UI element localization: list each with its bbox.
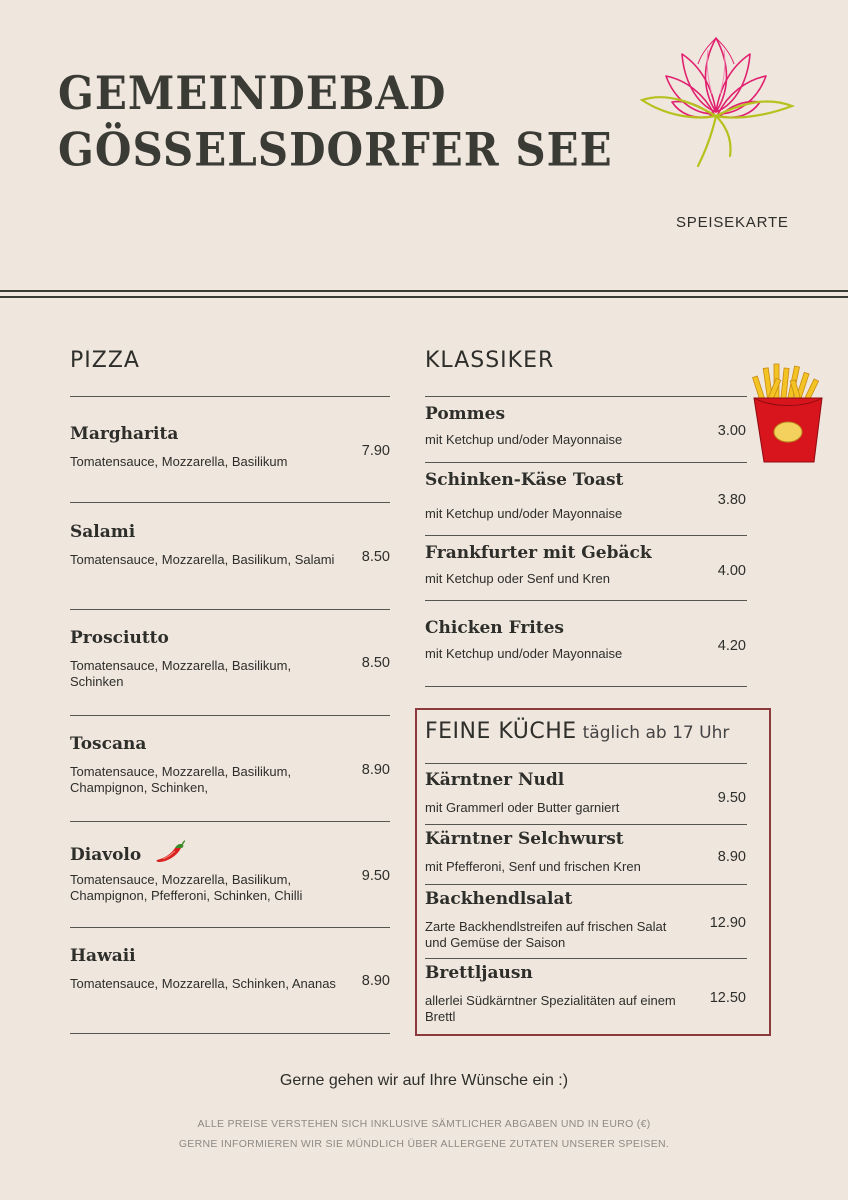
footer-message: Gerne gehen wir auf Ihre Wünsche ein :) — [279, 1072, 569, 1089]
item-divider — [425, 535, 747, 536]
item-divider — [425, 824, 747, 825]
item-description: mit Grammerl oder Butter garniert — [425, 800, 620, 815]
menu-item — [425, 470, 705, 522]
item-description: Tomatensauce, Mozzarella, Basilikum, Champignon, Pfefferoni, Schinken, Chilli — [70, 872, 303, 903]
item-price: 8.90 — [361, 762, 390, 778]
item-name-text: Diavolo — [70, 845, 142, 865]
klassiker-divider — [425, 396, 747, 397]
item-price: 3.80 — [717, 492, 746, 508]
menu-item — [425, 770, 705, 816]
item-divider — [70, 502, 390, 503]
chili-pepper-icon — [153, 840, 187, 866]
menu-item — [70, 628, 340, 690]
menu-subtitle: SPEISEKARTE — [676, 214, 789, 231]
item-price: 12.50 — [709, 990, 746, 1006]
item-description: mit Ketchup und/oder Mayonnaise — [425, 646, 623, 661]
menu-item — [425, 404, 705, 448]
item-divider — [425, 462, 747, 463]
item-description: Tomatensauce, Mozzarella, Basilikum, Champignon, Schinken, — [70, 764, 292, 795]
item-price: 8.90 — [717, 849, 746, 865]
title-line-1: GEMEINDEBAD — [58, 67, 447, 120]
item-name: Toscana — [70, 734, 147, 754]
item-description: Tomatensauce, Mozzarella, Basilikum, Schinken — [70, 658, 292, 689]
item-divider — [70, 609, 390, 610]
menu-item — [70, 840, 350, 904]
item-description: Tomatensauce, Mozzarella, Basilikum — [70, 454, 288, 469]
feine-kueche-divider — [425, 763, 747, 764]
footer-price-note: ALLE PREISE VERSTEHEN SICH INKLUSIVE SÄMTLICHER ABGABEN UND IN EURO (€) — [197, 1118, 651, 1130]
item-name: Pommes — [425, 404, 506, 424]
title-line-2: GÖSSELSDORFER SEE — [58, 123, 613, 177]
item-price: 9.50 — [717, 790, 746, 806]
item-price: 4.20 — [717, 638, 746, 654]
item-divider — [425, 884, 747, 885]
item-name: Salami — [70, 522, 136, 542]
header-divider-bottom — [0, 296, 848, 298]
header-divider-top — [0, 290, 848, 292]
section-heading-feine-kueche — [425, 719, 729, 744]
menu-item — [425, 889, 685, 951]
item-description: mit Ketchup oder Senf und Kren — [425, 571, 611, 586]
item-price: 8.50 — [361, 655, 390, 671]
item-name: Backhendlsalat — [425, 889, 573, 909]
item-price: 7.90 — [361, 443, 390, 459]
item-description: mit Ketchup und/oder Mayonnaise — [425, 432, 623, 447]
french-fries-icon — [748, 362, 830, 466]
item-name: Kärntner Selchwurst — [425, 829, 624, 849]
item-divider — [425, 600, 747, 601]
item-name: Hawaii — [70, 946, 136, 966]
page-title — [58, 66, 613, 178]
item-price: 8.50 — [361, 549, 390, 565]
item-description: Tomatensauce, Mozzarella, Schinken, Ananas — [70, 976, 336, 991]
item-divider — [70, 927, 390, 928]
menu-item — [425, 618, 705, 662]
menu-item — [425, 829, 710, 875]
menu-item — [425, 963, 685, 1025]
pizza-divider — [70, 396, 390, 397]
feine-kueche-hours: täglich ab 17 Uhr — [582, 723, 730, 743]
item-divider — [70, 1033, 390, 1034]
item-divider — [70, 715, 390, 716]
item-description: mit Pfefferoni, Senf und frischen Kren — [425, 859, 641, 874]
menu-item — [70, 522, 340, 568]
item-price: 3.00 — [717, 423, 746, 439]
section-heading-klassiker: KLASSIKER — [425, 348, 555, 373]
footer-allergen-note: GERNE INFORMIEREN WIR SIE MÜNDLICH ÜBER ALLERGENE ZUTATEN UNSERER SPEISEN. — [178, 1138, 670, 1150]
item-name: Margharita — [70, 424, 179, 444]
item-price: 4.00 — [717, 563, 746, 579]
item-name: Kärntner Nudl — [425, 770, 565, 790]
item-divider — [425, 686, 747, 687]
menu-item — [425, 543, 705, 587]
item-divider — [70, 821, 390, 822]
item-price: 9.50 — [361, 868, 390, 884]
item-name: Schinken-Käse Toast — [425, 470, 624, 490]
item-price: 12.90 — [709, 915, 746, 931]
item-name: Prosciutto — [70, 628, 169, 648]
item-description: mit Ketchup und/oder Mayonnaise — [425, 506, 623, 521]
menu-item — [70, 946, 340, 992]
section-heading-pizza: PIZZA — [70, 348, 140, 373]
item-description: allerlei Südkärntner Spezialitäten auf einem Brettl — [425, 993, 676, 1024]
item-divider — [425, 958, 747, 959]
item-name: Chicken Frites — [425, 618, 564, 638]
item-name: Frankfurter mit Gebäck — [425, 543, 652, 563]
menu-item — [70, 424, 340, 470]
feine-kueche-title: FEINE KÜCHE — [425, 719, 577, 744]
lotus-flower-icon — [636, 24, 796, 174]
item-description: Tomatensauce, Mozzarella, Basilikum, Salami — [70, 552, 335, 567]
menu-item — [70, 734, 340, 796]
item-description: Zarte Backhendlstreifen auf frischen Salat und Gemüse der Saison — [425, 919, 667, 950]
item-price: 8.90 — [361, 973, 390, 989]
item-name: Brettljausn — [425, 963, 533, 983]
item-name — [70, 840, 350, 866]
